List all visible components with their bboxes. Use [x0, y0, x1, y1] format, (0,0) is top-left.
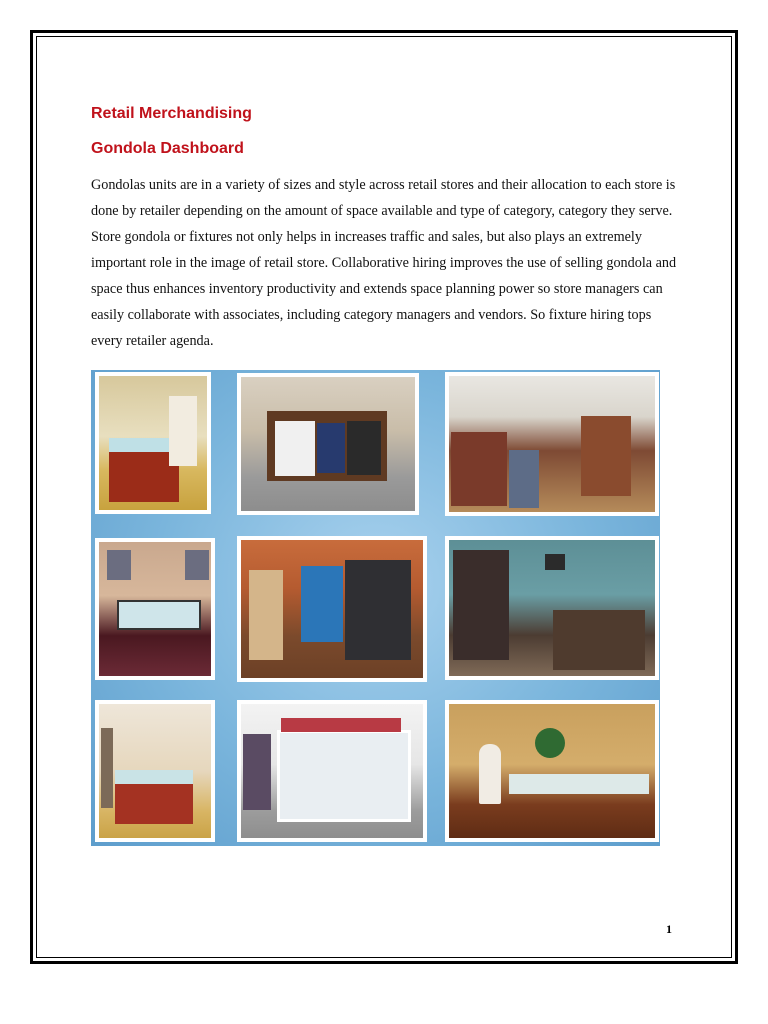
- page-number: 1: [666, 922, 672, 936]
- photo-collage: [91, 370, 660, 846]
- display-showcase-photo: [95, 700, 215, 842]
- glass-display-case-photo: [95, 372, 211, 514]
- jewelry-counter-photo: [95, 538, 215, 680]
- apparel-wall-display-photo: [237, 536, 427, 682]
- clothing-rack-photo: [237, 373, 419, 515]
- boutique-counter-photo: [445, 536, 659, 680]
- store-interior-shelves-photo: [445, 372, 659, 516]
- heading-retail-merchandising: Retail Merchandising: [91, 105, 252, 122]
- glass-cabinets-photo: [237, 700, 427, 842]
- jewelry-store-photo: [445, 700, 659, 842]
- body-paragraph: Gondolas units are in a variety of sizes and style across retail stores and their allocation to each store is done by retailer depending on the amount of space available and type of category, category they serve. Store gondola or fixtures not only helps in increases traffic and sales, but also plays an extremely important role in the image of retail store. Collaborative hiring improves the use of selling gondola and space thus enhances inventory productivity and extends space planning power so store managers can easily collaborate with associates, including category managers and vendors. So fixture hiring tops every retailer agenda.: [91, 177, 677, 349]
- heading-gondola-dashboard: Gondola Dashboard: [91, 140, 244, 157]
